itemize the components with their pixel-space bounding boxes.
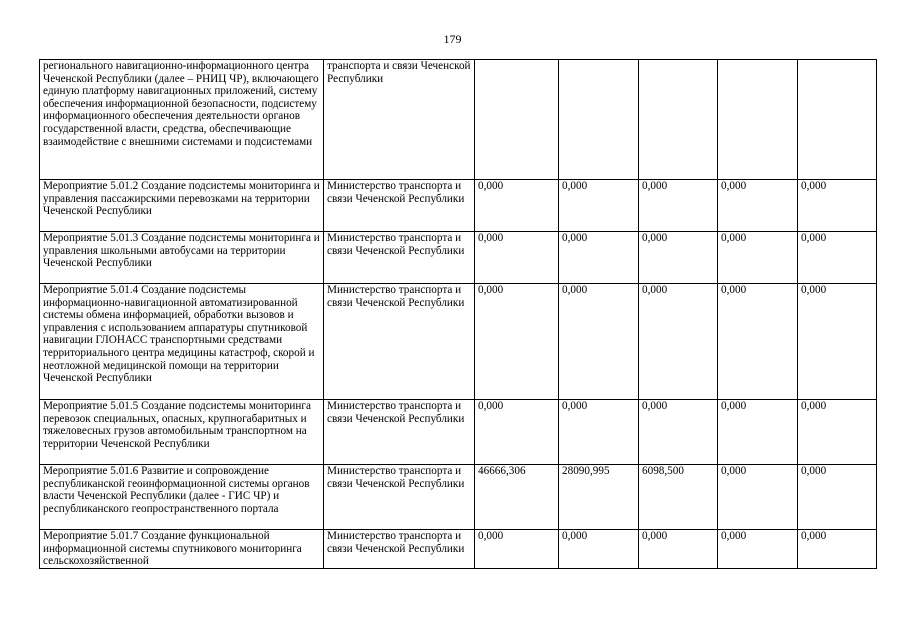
table-row [40, 284, 877, 400]
value-cell-3: 0,000 [639, 232, 718, 284]
activity-cell: регионального навигационно-информационного центра Чеченской Республики (далее – РНИЦ ЧР), включающего единую платформу навигационных приложений, систему обеспечения информационной безопасности, подсистему информационного обеспечения деятельности органов государственной власти, средства, обеспечивающие взаимодействие с внешними системами и подсистемами [40, 60, 324, 180]
table-row [40, 180, 877, 232]
value-cell-3: 0,000 [639, 400, 718, 465]
value-cell-1: 0,000 [475, 232, 559, 284]
activity-cell: Мероприятие 5.01.5 Создание подсистемы мониторинга перевозок специальных, опасных, крупногабаритных и тяжеловесных грузов автомобильным транспортном на территории Чеченской Республики [40, 400, 324, 465]
executor-cell: Министерство транспорта и связи Чеченской Республики [324, 530, 475, 569]
value-cell-3 [639, 60, 718, 180]
value-cell-5: 0,000 [798, 530, 877, 569]
value-cell-3: 6098,500 [639, 465, 718, 530]
value-cell-5 [798, 60, 877, 180]
executor-cell: Министерство транспорта и связи Чеченской Республики [324, 232, 475, 284]
value-cell-1: 0,000 [475, 284, 559, 400]
page-number: 179 [443, 32, 462, 46]
value-cell-1: 0,000 [475, 400, 559, 465]
activity-cell: Мероприятие 5.01.7 Создание функциональной информационной системы спутникового мониторинга сельскохозяйственной [40, 530, 324, 569]
value-cell-2: 0,000 [559, 284, 639, 400]
value-cell-4: 0,000 [718, 400, 798, 465]
value-cell-4: 0,000 [718, 232, 798, 284]
value-cell-1: 46666,306 [475, 465, 559, 530]
activity-cell: Мероприятие 5.01.4 Создание подсистемы информационно-навигационной автоматизированной системы обмена информацией, обработки вызовов и управления с использованием аппаратуры спутниковой навигации ГЛОНАСС транспортными средствами территориального центра медицины катастроф, скорой и неотложной медицинской помощи на территории Чеченской Республики [40, 284, 324, 400]
activity-cell: Мероприятие 5.01.6 Развитие и сопровождение республиканской геоинформационной системы органов власти Чеченской Республики (далее - ГИС ЧР) и республиканского геопространственного портала [40, 465, 324, 530]
executor-cell: Министерство транспорта и связи Чеченской Республики [324, 284, 475, 400]
value-cell-3: 0,000 [639, 180, 718, 232]
program-activities-table [39, 59, 877, 569]
table-row [40, 465, 877, 530]
value-cell-2: 0,000 [559, 180, 639, 232]
activity-cell: Мероприятие 5.01.2 Создание подсистемы мониторинга и управления пассажирскими перевозками на территории Чеченской Республики [40, 180, 324, 232]
table-row [40, 530, 877, 569]
value-cell-3: 0,000 [639, 530, 718, 569]
value-cell-5: 0,000 [798, 284, 877, 400]
executor-cell: транспорта и связи Чеченской Республики [324, 60, 475, 180]
value-cell-3: 0,000 [639, 284, 718, 400]
value-cell-1: 0,000 [475, 180, 559, 232]
value-cell-2: 0,000 [559, 530, 639, 569]
value-cell-5: 0,000 [798, 400, 877, 465]
value-cell-5: 0,000 [798, 180, 877, 232]
value-cell-2: 0,000 [559, 400, 639, 465]
value-cell-4: 0,000 [718, 284, 798, 400]
value-cell-1 [475, 60, 559, 180]
value-cell-2 [559, 60, 639, 180]
value-cell-4 [718, 60, 798, 180]
activity-cell: Мероприятие 5.01.3 Создание подсистемы мониторинга и управления школьными автобусами на территории Чеченской Республики [40, 232, 324, 284]
value-cell-4: 0,000 [718, 180, 798, 232]
value-cell-1: 0,000 [475, 530, 559, 569]
value-cell-5: 0,000 [798, 232, 877, 284]
value-cell-4: 0,000 [718, 465, 798, 530]
table-row [40, 60, 877, 180]
table-row [40, 400, 877, 465]
value-cell-2: 0,000 [559, 232, 639, 284]
value-cell-4: 0,000 [718, 530, 798, 569]
value-cell-5: 0,000 [798, 465, 877, 530]
executor-cell: Министерство транспорта и связи Чеченской Республики [324, 465, 475, 530]
executor-cell: Министерство транспорта и связи Чеченской Республики [324, 180, 475, 232]
value-cell-2: 28090,995 [559, 465, 639, 530]
table-row [40, 232, 877, 284]
executor-cell: Министерство транспорта и связи Чеченской Республики [324, 400, 475, 465]
